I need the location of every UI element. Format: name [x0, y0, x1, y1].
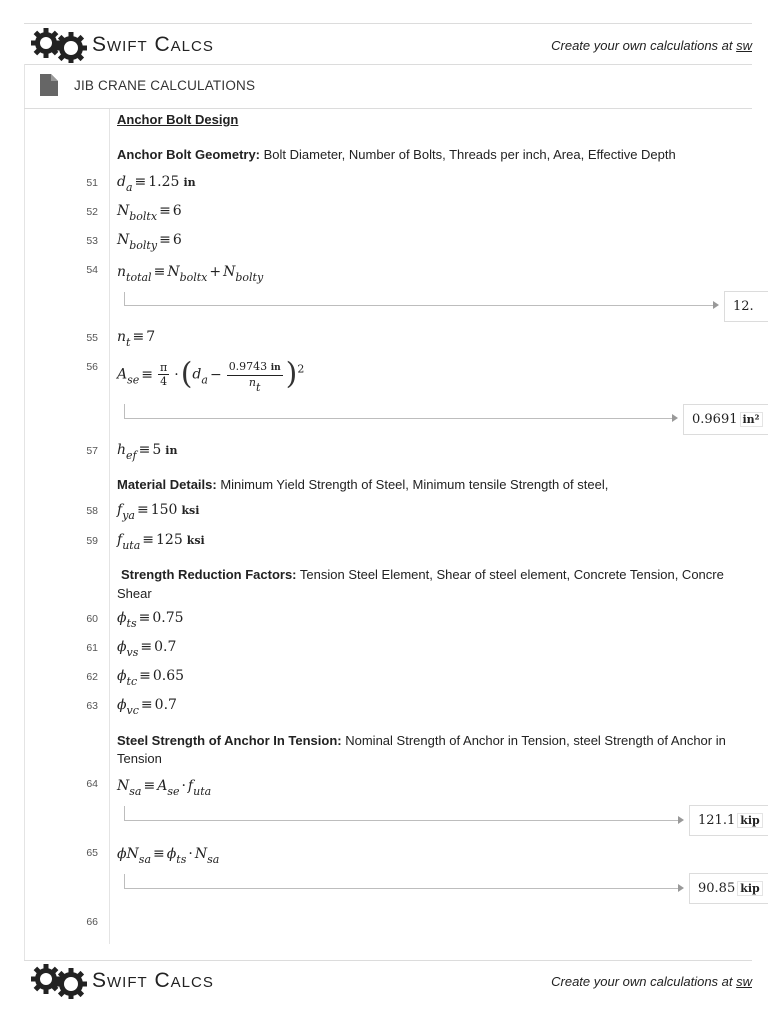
result-arrow-line: [124, 305, 714, 306]
equation-phi-tc[interactable]: $\phi_{tc} \equiv 0.65$: [117, 668, 185, 688]
text-steel-strength: Steel Strength of Anchor In Tension: Nominal Strength of Anchor in Tension, steel Strength of Anchor in: [117, 733, 726, 748]
document-header: [40, 74, 255, 96]
tagline-link[interactable]: sw: [736, 38, 752, 53]
tagline: Create your own calculations at sw: [551, 38, 752, 53]
header-divider: [24, 64, 752, 65]
gears-icon: [30, 963, 90, 999]
equation-nboltx[interactable]: $N_{boltx} \equiv 6$: [117, 203, 182, 223]
result-arrow-head: [672, 414, 678, 422]
footer-tagline: Create your own calculations at sw: [551, 974, 752, 989]
text-steel-strength-cont: Tension: [117, 751, 162, 766]
top-border: [24, 23, 752, 24]
line-number: 58: [86, 505, 98, 517]
result-arrow-line: [124, 820, 678, 821]
equation-hef[interactable]: $h_{ef} \equiv 5$ in: [117, 442, 178, 462]
footer-brand-logo[interactable]: [30, 963, 214, 999]
brand-name: Swift Calcs: [92, 33, 214, 56]
result-connector: [124, 874, 125, 888]
result-arrow-line: [124, 888, 678, 889]
line-number: 52: [86, 206, 98, 218]
brand-name: Swift Calcs: [92, 969, 214, 992]
left-border: [24, 64, 25, 960]
line-number: 64: [86, 778, 98, 790]
line-number: 53: [86, 235, 98, 247]
result-arrow-line: [124, 418, 672, 419]
equation-nt[interactable]: $n_t \equiv 7$: [117, 329, 156, 349]
line-number: 65: [86, 847, 98, 859]
gutter-line: [109, 109, 110, 944]
section-title-anchor-bolt-design: Anchor Bolt Design: [117, 112, 239, 127]
brand-logo[interactable]: [30, 27, 214, 63]
equation-nbolty[interactable]: $N_{bolty} \equiv 6$: [117, 232, 182, 252]
line-number: 60: [86, 613, 98, 625]
equation-phi-vs[interactable]: $\phi_{vs} \equiv 0.7$: [117, 639, 177, 659]
line-number: 56: [86, 361, 98, 373]
equation-phi-ts[interactable]: $\phi_{ts} \equiv 0.75$: [117, 610, 184, 630]
result-ntotal: 12.: [724, 291, 768, 322]
result-phinsa: 90.85 kip: [689, 873, 768, 904]
document-icon: [40, 74, 58, 96]
result-ase: 0.9691 in²: [683, 404, 768, 435]
result-nsa: 121.1 kip: [689, 805, 768, 836]
line-number: 54: [86, 264, 98, 276]
equation-nsa[interactable]: $N_{sa} \equiv A_{se} \cdot f_{uta}$: [117, 778, 212, 798]
document-title: JIB CRANE CALCULATIONS: [74, 77, 256, 93]
line-number: 55: [86, 332, 98, 344]
equation-futa[interactable]: $f_{uta} \equiv 125$ ksi: [117, 532, 205, 552]
line-number: 61: [86, 642, 98, 654]
line-number: 57: [86, 445, 98, 457]
footer-divider: [24, 960, 752, 961]
result-connector: [124, 404, 125, 418]
doc-header-divider: [24, 108, 752, 109]
line-number: 63: [86, 700, 98, 712]
result-connector: [124, 806, 125, 820]
equation-phi-vc[interactable]: $\phi_{vc} \equiv 0.7$: [117, 697, 177, 717]
result-arrow-head: [678, 816, 684, 824]
line-number: 51: [86, 177, 98, 189]
text-material: Material Details: Minimum Yield Strength of Steel, Minimum tensile Strength of steel,: [117, 477, 609, 492]
equation-fya[interactable]: $f_{ya} \equiv 150$ ksi: [117, 502, 200, 522]
text-reduction: Strength Reduction Factors: Tension Steel Element, Shear of steel element, Concrete Tension, Concre: [121, 567, 724, 582]
text-reduction-cont: Shear: [117, 586, 152, 601]
line-number: 62: [86, 671, 98, 683]
equation-ase[interactable]: $A_{se}$ ≡ $\frac{\pi}{4}$ $\cdot(d_a$ − $\frac{0.9743 in}{n_t}$ )$^2$: [117, 356, 305, 394]
equation-ntotal[interactable]: $n_{total} \equiv N_{boltx} + N_{bolty}$: [117, 264, 264, 284]
line-number: 59: [86, 535, 98, 547]
result-arrow-head: [713, 301, 719, 309]
text-geometry: Anchor Bolt Geometry: Bolt Diameter, Number of Bolts, Threads per inch, Area, Effective Depth: [117, 147, 676, 162]
result-connector: [124, 292, 125, 306]
equation-phinsa[interactable]: $\phi N_{sa} \equiv \phi_{ts} \cdot N_{sa}$: [117, 846, 220, 866]
result-arrow-head: [678, 884, 684, 892]
equation-da[interactable]: $d_a \equiv 1.25$ in: [117, 174, 196, 194]
gears-icon: [30, 27, 90, 63]
footer-tagline-link[interactable]: sw: [736, 974, 752, 989]
line-number: 66: [86, 916, 98, 928]
